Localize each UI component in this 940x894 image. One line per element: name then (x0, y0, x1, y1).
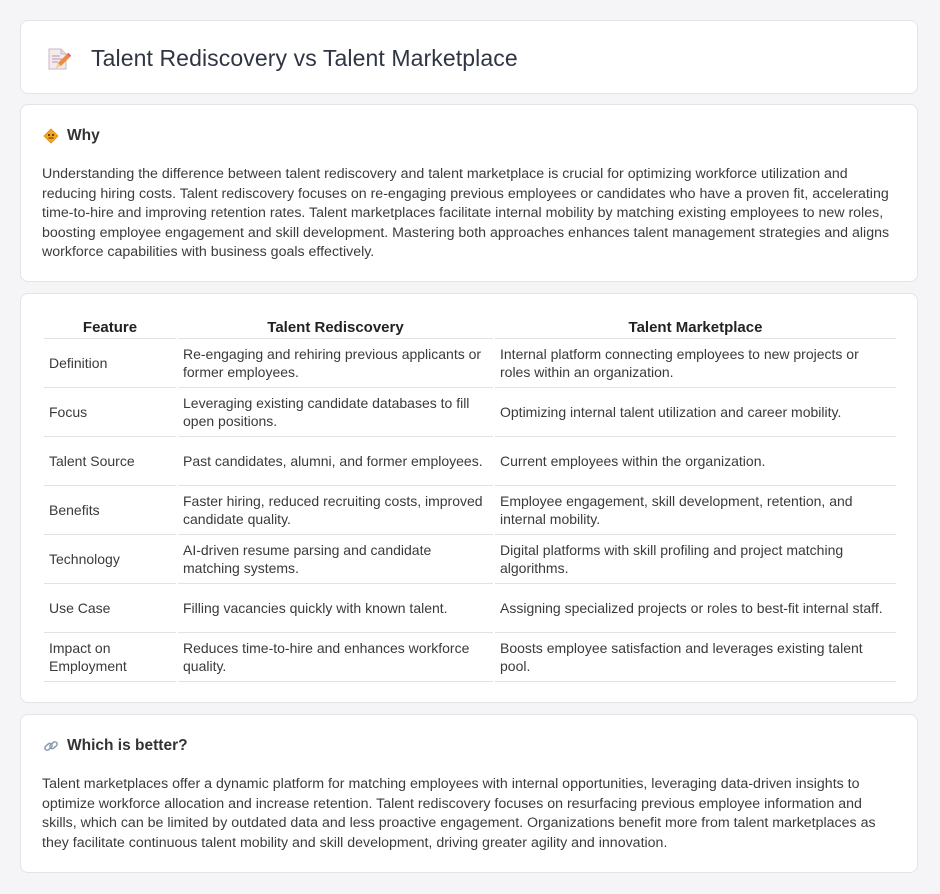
title-row (45, 45, 518, 72)
why-heading-row (43, 127, 100, 145)
header-feature: Feature (44, 316, 176, 339)
better-heading: Which is better? (67, 737, 188, 754)
table-row (44, 486, 896, 535)
marketplace-cell: Current employees within the organization. (495, 437, 896, 486)
rediscovery-cell: Reduces time-to-hire and enhances workforce quality. (178, 633, 493, 682)
rediscovery-cell: Filling vacancies quickly with known talent. (178, 584, 493, 633)
marketplace-cell: Boosts employee satisfaction and leverages existing talent pool. (495, 633, 896, 682)
feature-cell: Talent Source (44, 437, 176, 486)
comparison-card (20, 293, 918, 703)
rediscovery-cell: AI-driven resume parsing and candidate matching systems. (178, 535, 493, 584)
document-pencil-icon (45, 46, 71, 72)
feature-cell: Technology (44, 535, 176, 584)
feature-cell: Definition (44, 339, 176, 388)
comparison-table (42, 316, 898, 682)
title-card (20, 20, 918, 94)
marketplace-cell: Assigning specialized projects or roles to best-fit internal staff. (495, 584, 896, 633)
marketplace-cell: Internal platform connecting employees to new projects or roles within an organization. (495, 339, 896, 388)
table-row (44, 388, 896, 437)
marketplace-cell: Employee engagement, skill development, retention, and internal mobility. (495, 486, 896, 535)
rediscovery-cell: Re-engaging and rehiring previous applicants or former employees. (178, 339, 493, 388)
why-card (20, 104, 918, 282)
marketplace-cell: Digital platforms with skill profiling and project matching algorithms. (495, 535, 896, 584)
table-row (44, 535, 896, 584)
marketplace-cell: Optimizing internal talent utilization and career mobility. (495, 388, 896, 437)
diamond-sign-icon (43, 128, 59, 144)
feature-cell: Focus (44, 388, 176, 437)
link-icon (43, 738, 59, 754)
table-row (44, 437, 896, 486)
why-heading: Why (67, 127, 100, 144)
table-row (44, 339, 896, 388)
header-talent-marketplace: Talent Marketplace (495, 316, 896, 339)
why-text: Understanding the difference between talent rediscovery and talent marketplace is crucial for optimizing workforce utilization and reducing hiring costs. Talent rediscovery focuses on re-engaging previous employees or candidates who have a proven fit, accelerating time-to-hire and improving retention rates. Talent marketplaces facilitate internal mobility by matching existing employees to new roles, boosting employee engagement and skill development. Mastering both approaches enhances talent management strategies and aligns workforce capabilities with business goals effectively. (42, 166, 890, 260)
rediscovery-cell: Leveraging existing candidate databases to fill open positions. (178, 388, 493, 437)
table-row (44, 584, 896, 633)
rediscovery-cell: Past candidates, alumni, and former employees. (178, 437, 493, 486)
table-header-row (44, 316, 896, 339)
better-heading-row (43, 737, 188, 755)
feature-cell: Benefits (44, 486, 176, 535)
page-title: Talent Rediscovery vs Talent Marketplace (91, 45, 518, 71)
which-is-better-card (20, 714, 918, 873)
rediscovery-cell: Faster hiring, reduced recruiting costs, improved candidate quality. (178, 486, 493, 535)
better-text: Talent marketplaces offer a dynamic platform for matching employees with internal opportunities, leveraging data-driven insights to optimize workforce allocation and increase retention. Talent rediscovery focuses on resurfacing previous employee information and skills, which can be limited by outdated data and less proactive engagement. Organizations benefit more from talent marketplaces as they facilitate continuous talent mobility and skill development, driving greater agility and innovation. (42, 776, 876, 851)
header-talent-rediscovery: Talent Rediscovery (178, 316, 493, 339)
table-row (44, 633, 896, 682)
feature-cell: Impact on Employment (44, 633, 176, 682)
feature-cell: Use Case (44, 584, 176, 633)
